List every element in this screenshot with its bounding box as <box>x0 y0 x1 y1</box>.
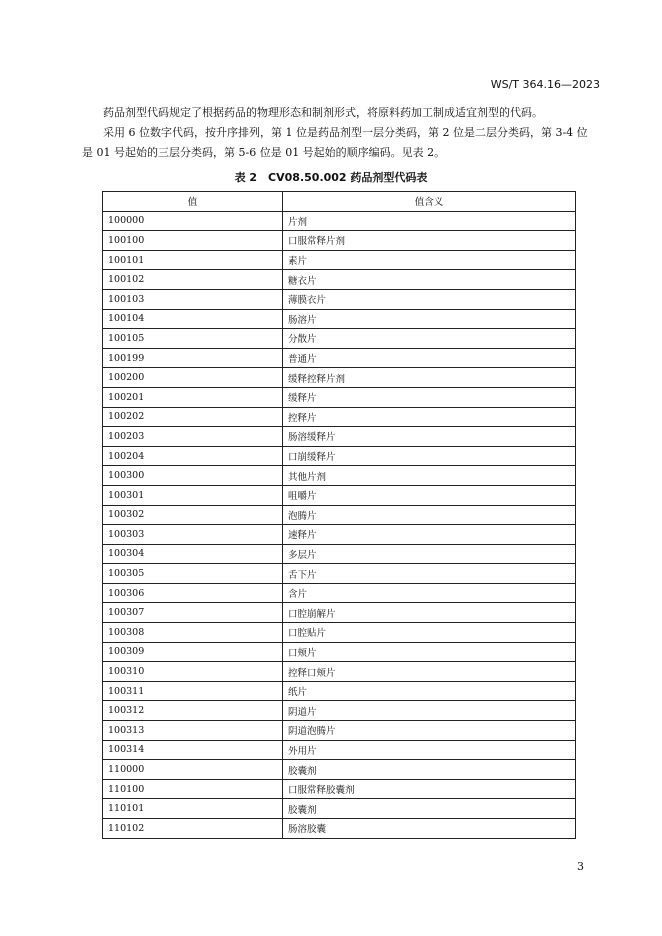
table-row <box>103 407 576 427</box>
code-meaning-cell: 口服常释胶囊剂 <box>283 779 576 799</box>
table-row <box>103 387 576 407</box>
code-meaning-cell: 缓释控释片剂 <box>283 368 576 388</box>
table-row <box>103 721 576 741</box>
code-meaning-cell: 肠溶缓释片 <box>283 427 576 447</box>
table-row <box>103 662 576 682</box>
code-meaning-cell: 纸片 <box>283 681 576 701</box>
code-meaning-cell: 口颊片 <box>283 642 576 662</box>
table-row <box>103 329 576 349</box>
table-row <box>103 270 576 290</box>
table-header-row <box>103 192 576 212</box>
code-meaning-cell: 阴道片 <box>283 701 576 721</box>
document-standard-code: WS/T 364.16—2023 <box>490 78 600 91</box>
code-meaning-cell: 速释片 <box>283 525 576 545</box>
code-meaning-cell: 控释片 <box>283 407 576 427</box>
code-meaning-cell: 肠溶胶囊 <box>283 819 576 839</box>
code-meaning-cell: 其他片剂 <box>283 466 576 486</box>
code-value-cell: 100304 <box>103 544 283 564</box>
table-row <box>103 505 576 525</box>
table-row <box>103 211 576 231</box>
table-row <box>103 466 576 486</box>
table-row <box>103 544 576 564</box>
code-meaning-cell: 含片 <box>283 583 576 603</box>
code-meaning-cell: 舌下片 <box>283 564 576 584</box>
code-value-cell: 100105 <box>103 329 283 349</box>
table-row <box>103 231 576 251</box>
table-caption: 表 2 CV08.50.002 药品剂型代码表 <box>234 171 428 184</box>
code-meaning-cell: 分散片 <box>283 329 576 349</box>
page-number: 3 <box>577 860 584 873</box>
code-value-cell: 100201 <box>103 387 283 407</box>
table-row <box>103 642 576 662</box>
code-value-cell: 100306 <box>103 583 283 603</box>
code-meaning-cell: 薄膜衣片 <box>283 289 576 309</box>
code-value-cell: 100102 <box>103 270 283 290</box>
table-row <box>103 485 576 505</box>
code-value-cell: 100303 <box>103 525 283 545</box>
code-value-cell: 100311 <box>103 681 283 701</box>
table-row <box>103 701 576 721</box>
code-meaning-cell: 片剂 <box>283 211 576 231</box>
table-row <box>103 250 576 270</box>
code-value-cell: 100314 <box>103 740 283 760</box>
code-value-cell: 100000 <box>103 211 283 231</box>
code-meaning-cell: 多层片 <box>283 544 576 564</box>
table-row <box>103 583 576 603</box>
code-value-cell: 100103 <box>103 289 283 309</box>
code-meaning-cell: 控释口颊片 <box>283 662 576 682</box>
table-row <box>103 799 576 819</box>
table-row <box>103 289 576 309</box>
code-meaning-cell: 口腔崩解片 <box>283 603 576 623</box>
code-value-cell: 100310 <box>103 662 283 682</box>
code-value-cell: 100104 <box>103 309 283 329</box>
table-body <box>103 211 576 838</box>
code-value-cell: 100202 <box>103 407 283 427</box>
table-row <box>103 740 576 760</box>
code-value-cell: 100301 <box>103 485 283 505</box>
code-meaning-cell: 口服常释片剂 <box>283 231 576 251</box>
code-meaning-cell: 口崩缓释片 <box>283 446 576 466</box>
table-row <box>103 446 576 466</box>
column-header-meaning: 值含义 <box>283 192 576 212</box>
code-meaning-cell: 外用片 <box>283 740 576 760</box>
code-value-cell: 100313 <box>103 721 283 741</box>
code-meaning-cell: 胶囊剂 <box>283 760 576 780</box>
code-value-cell: 100100 <box>103 231 283 251</box>
table-row <box>103 623 576 643</box>
code-value-cell: 100200 <box>103 368 283 388</box>
dosage-form-code-table <box>102 191 576 839</box>
table-row <box>103 309 576 329</box>
table-row <box>103 681 576 701</box>
table-row <box>103 760 576 780</box>
table-row <box>103 368 576 388</box>
code-value-cell: 100305 <box>103 564 283 584</box>
code-value-cell: 100312 <box>103 701 283 721</box>
code-value-cell: 110100 <box>103 779 283 799</box>
table-row <box>103 525 576 545</box>
code-meaning-cell: 缓释片 <box>283 387 576 407</box>
code-value-cell: 100199 <box>103 348 283 368</box>
code-meaning-cell: 普通片 <box>283 348 576 368</box>
code-meaning-cell: 素片 <box>283 250 576 270</box>
table-row <box>103 427 576 447</box>
code-value-cell: 100308 <box>103 623 283 643</box>
code-value-cell: 100204 <box>103 446 283 466</box>
paragraph-intro: 药品剂型代码规定了根据药品的物理形态和制剂形式，将原料药加工制成适宜剂型的代码。 <box>103 106 543 119</box>
code-value-cell: 100307 <box>103 603 283 623</box>
code-meaning-cell: 肠溶片 <box>283 309 576 329</box>
table-row <box>103 819 576 839</box>
code-meaning-cell: 阴道泡腾片 <box>283 721 576 741</box>
code-meaning-cell: 泡腾片 <box>283 505 576 525</box>
code-value-cell: 110000 <box>103 760 283 780</box>
column-header-value: 值 <box>103 192 283 212</box>
code-value-cell: 110101 <box>103 799 283 819</box>
code-value-cell: 100300 <box>103 466 283 486</box>
code-value-cell: 100101 <box>103 250 283 270</box>
table-row <box>103 564 576 584</box>
code-value-cell: 100302 <box>103 505 283 525</box>
table-row <box>103 779 576 799</box>
code-meaning-cell: 咀嚼片 <box>283 485 576 505</box>
code-meaning-cell: 口腔贴片 <box>283 623 576 643</box>
code-value-cell: 100203 <box>103 427 283 447</box>
paragraph-coding-rule: 采用 6 位数字代码，按升序排列，第 1 位是药品剂型一层分类码，第 2 位是二层分类码，第 3-4 位是 01 号起始的三层分类码，第 5-6 位是 01 号起始的顺序编码。见表 2。 <box>82 126 588 159</box>
table-row <box>103 348 576 368</box>
code-meaning-cell: 糖衣片 <box>283 270 576 290</box>
code-value-cell: 110102 <box>103 819 283 839</box>
table-row <box>103 603 576 623</box>
code-meaning-cell: 胶囊剂 <box>283 799 576 819</box>
code-value-cell: 100309 <box>103 642 283 662</box>
